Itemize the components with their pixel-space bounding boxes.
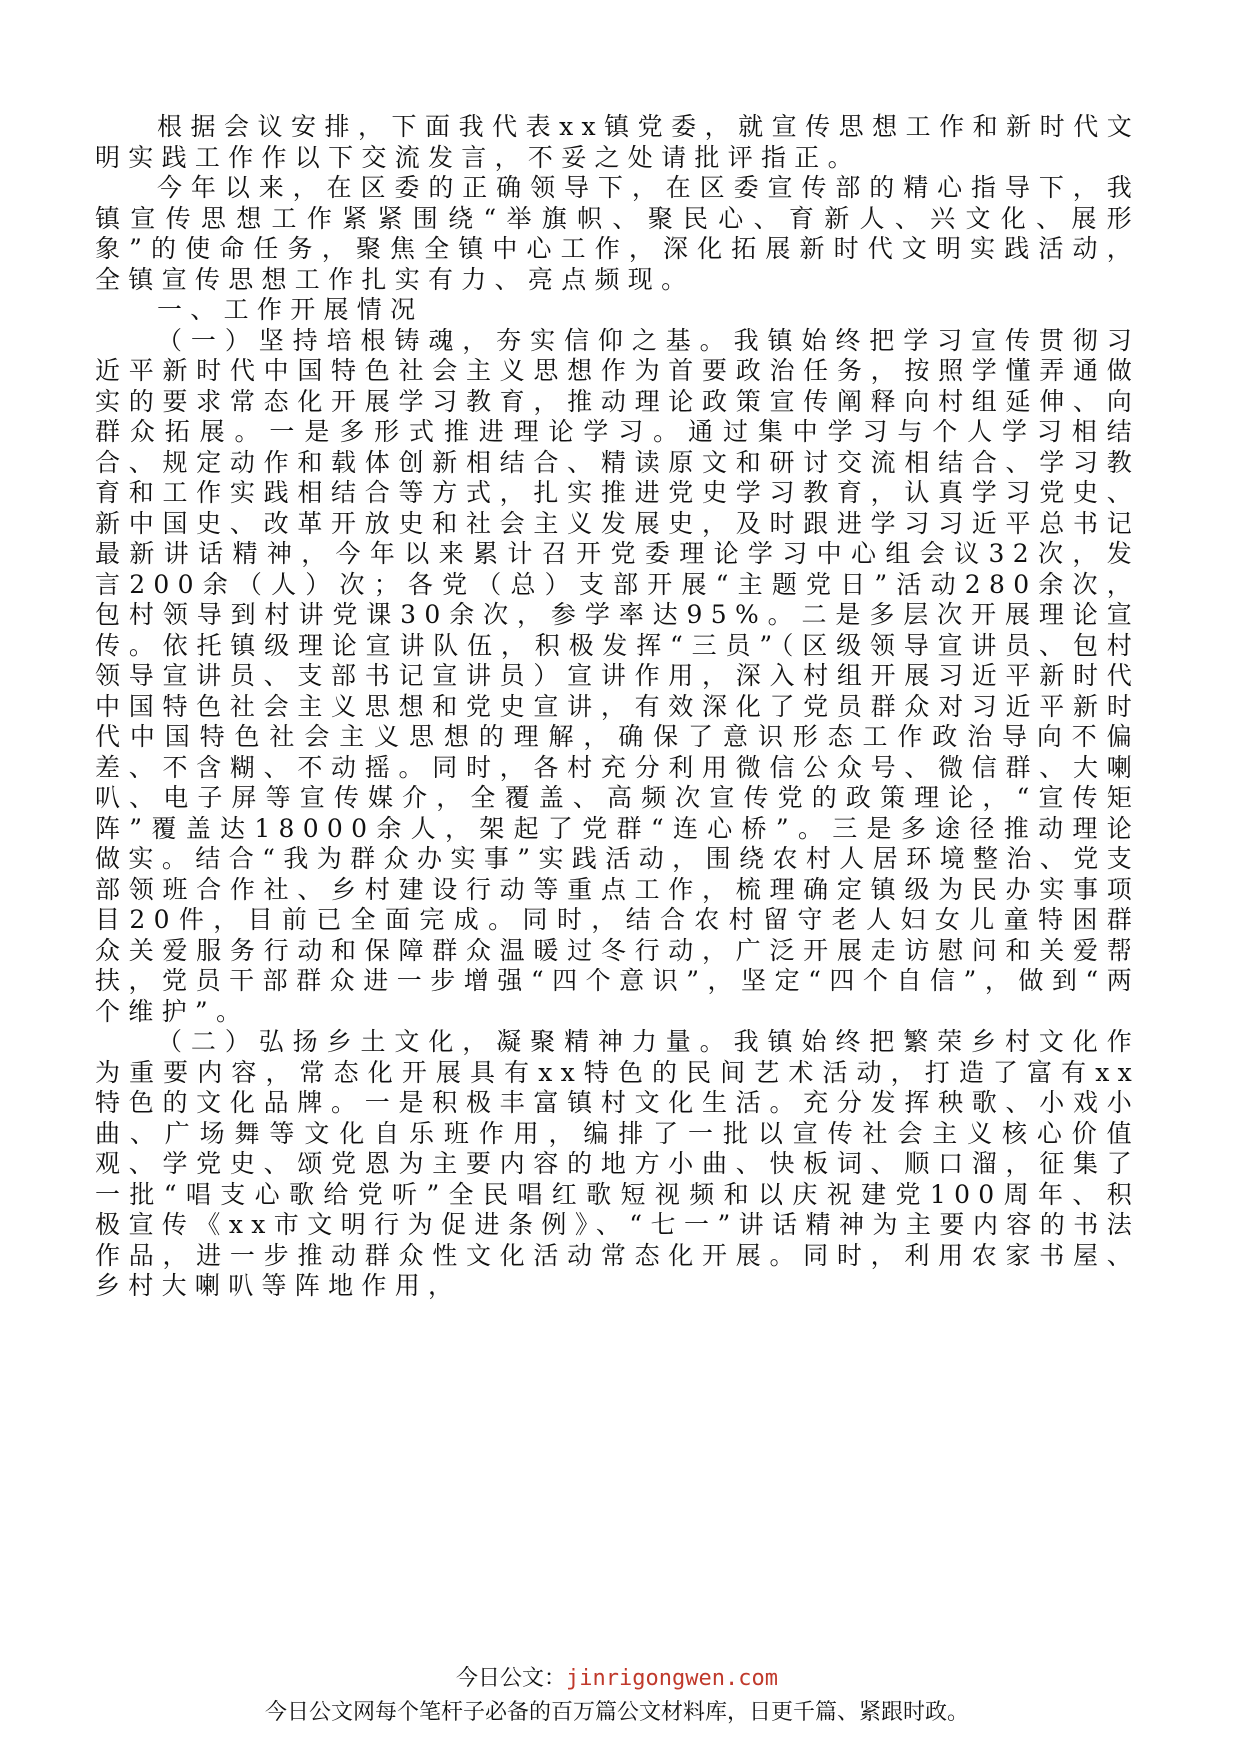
section-2-paragraph: （二）弘扬乡土文化，凝聚精神力量。我镇始终把繁荣乡村文化作为重要内容，常态化开展具有xx特色的民间艺术活动，打造了富有xx特色的文化品牌。一是积极丰富镇村文化生活。充分发挥秧歌、小戏小曲、广场舞等文化自乐班作用，编排了一批以宣传社会主义核心价值观、学党史、颂党恩为主要内容的地方小曲、快板词、顺口溜，征集了一批“唱支心歌给党听”全民唱红歌短视频和以庆祝建党100周年、积极宣传《xx市文明行为促进条例》、“七一”讲话精神为主要内容的书法作品，进一步推动群众性文化活动常态化开展。同时，利用农家书屋、乡村大喇叭等阵地作用， [95,1027,1140,1300]
footer [0,1664,1234,1730]
footer-site-name: 今日公文： [456,1666,567,1691]
footer-site-line [0,1664,1234,1694]
document-body [95,112,1140,1302]
section-1-paragraph: （一）坚持培根铸魂，夯实信仰之基。我镇始终把学习宣传贯彻习近平新时代中国特色社会主义思想作为首要政治任务，按照学懂弄通做实的要求常态化开展学习教育，推动理论政策宣传阐释向村组延伸、向群众拓展。一是多形式推进理论学习。通过集中学习与个人学习相结合、规定动作和载体创新相结合、精读原文和研讨交流相结合、学习教育和工作实践相结合等方式，扎实推进党史学习教育，认真学习党史、新中国史、改革开放史和社会主义发展史，及时跟进学习习近平总书记最新讲话精神，今年以来累计召开党委理论学习中心组会议32次，发言200余（人）次；各党（总）支部开展“主题党日”活动280余次，包村领导到村讲党课30余次，参学率达95%。二是多层次开展理论宣传。依托镇级理论宣讲队伍，积极发挥“三员”（区级领导宣讲员、包村领导宣讲员、支部书记宣讲员）宣讲作用，深入村组开展习近平新时代中国特色社会主义思想和党史宣讲，有效深化了党员群众对习近平新时代中国特色社会主义思想的理解，确保了意识形态工作政治导向不偏差、不含糊、不动摇。同时，各村充分利用微信公众号、微信群、大喇叭、电子屏等宣传媒介，全覆盖、高频次宣传党的政策理论，“宣传矩阵”覆盖达18000余人，架起了党群“连心桥”。三是多途径推动理论做实。结合“我为群众办实事”实践活动，围绕农村人居环境整治、党支部领班合作社、乡村建设行动等重点工作，梳理确定镇级为民办实事项目20件，目前已全面完成。同时，结合农村留守老人妇女儿童特困群众关爱服务行动和保障群众温暖过冬行动，广泛开展走访慰问和关爱帮扶，党员干部群众进一步增强“四个意识”，坚定“四个自信”，做到“两个维护”。 [95,325,1140,1026]
footer-site-link[interactable]: jinrigongwen.com [566,1666,778,1691]
overview-paragraph: 今年以来，在区委的正确领导下，在区委宣传部的精心指导下，我镇宣传思想工作紧紧围绕“举旗帜、聚民心、育新人、兴文化、展形象”的使命任务，聚焦全镇中心工作，深化拓展新时代文明实践活动，全镇宣传思想工作扎实有力、亮点频现。 [95,173,1140,294]
section-heading: 一、工作开展情况 [157,295,424,324]
intro-paragraph: 根据会议安排，下面我代表xx镇党委，就宣传思想工作和新时代文明实践工作作以下交流发言，不妥之处请批评指正。 [95,112,1140,172]
footer-slogan: 今日公文网每个笔杆子必备的百万篇公文材料库，日更千篇、紧跟时政。 [264,1700,969,1725]
